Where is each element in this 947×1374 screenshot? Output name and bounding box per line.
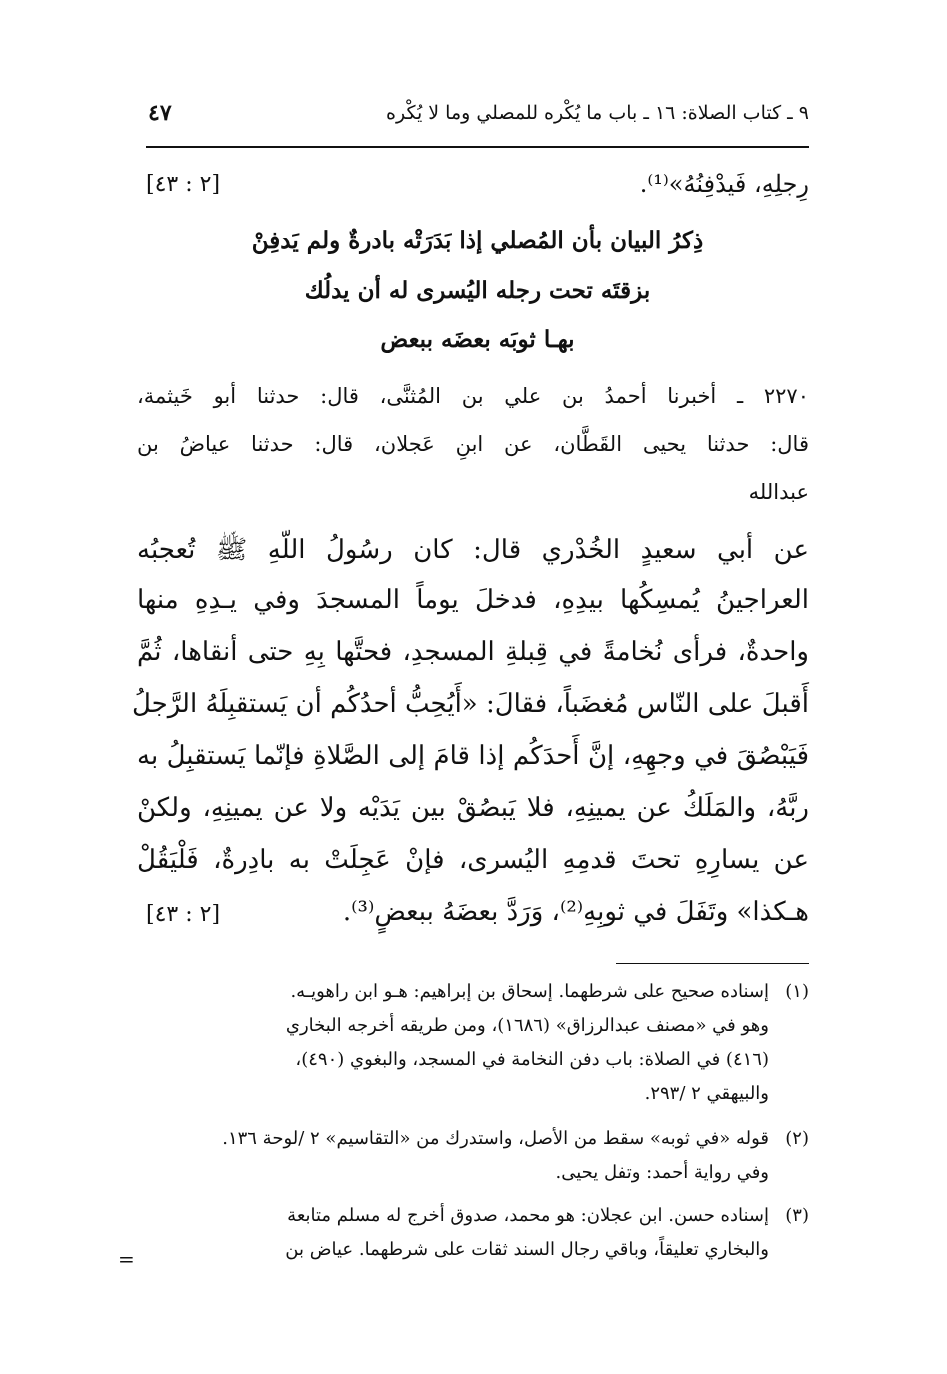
footnote-2-line-2: وفي رواية أحمد: وتفل يحيى. [555,1162,769,1183]
footnote-3-number: (٣) [785,1205,809,1226]
footnote-2-number: (٢) [785,1128,809,1149]
continuation-text: رِجلِهِ، فَيدْفِنُهُ»⁽¹⁾. [639,170,809,198]
page-number: ٤٧ [148,100,172,126]
isnad-line-3: عبدالله [748,480,809,504]
footnote-1-line-2: وهو في «مصنف عبدالرزاق» (١٦٨٦)، ومن طريقه أخرجه البخاري [285,1015,769,1036]
footnote-1-text-1: إسناده صحيح على شرطهما. إسحاق بن إبراهيم: هـو ابن راهويـه. [290,981,769,1002]
section-heading-line-1: ذِكرُ البيان بأن المُصلي إذا بَدَرَتْه بادرةٌ ولم يَدفِنْ [251,227,704,254]
matn-line-1: عن أبي سعيدٍ الخُدْري قال: كان رسُولُ اللّهِ ﷺ تُعجبُه [137,535,809,565]
footnote-1-line-1 [137,981,809,1002]
footnote-3-line-1 [137,1205,809,1226]
matn-line-8: هـكذا» وتَفَلَ في ثوبِهِ⁽²⁾، وَرَدَّ بعضَهُ ببعضٍ⁽³⁾. [342,897,809,927]
footnote-3-text-1: إسناده حسن. ابن عجلان: هو محمد، صدوق أخرج له مسلم متابعة [287,1205,769,1226]
isnad-line-1: ٢٢٧٠ ـ أخبرنا أحمدُ بن علي بن المُثنَّى، قال: حدثنا أبو خَيثمة، [137,384,809,408]
footnote-2-text-1: قوله «في ثوبه» سقط من الأصل، واستدرك من «التقاسيم» ٢ /لوحة ١٣٦. [222,1128,769,1149]
footnote-1-line-3: (٤١٦) في الصلاة: باب دفن النخامة في المسجد، والبغوي (٤٩٠)، [295,1049,769,1070]
running-header: ٩ ـ كتاب الصلاة: ١٦ ـ باب ما يُكْره للمصلي وما لا يُكْره [386,102,809,124]
header-rule [146,146,809,148]
matn-line-5: فَيَبْصُقَ في وجهِهِ، إنَّ أَحدَكُم إذا قامَ إلى الصَّلاةِ فإنّما يَستقبِلُ به [137,741,809,771]
footnote-rule [616,963,809,964]
matn-line-6: ربَّهُ، والمَلَكُ عن يمينِهِ، فلا يَبصُقْ بين يَدَيْه ولا عن يمينِهِ، ولكنْ [137,793,809,823]
matn-line-4: أَقبلَ على النّاس مُغضَباً، فقالَ: «أَيُحِبُّ أحدُكُم أن يَستقبِلَهُ الرَّجلُ [131,689,809,719]
reference-bottom: [٢ : ٤٣] [146,902,221,927]
footnote-3-line-2: والبخاري تعليقاً، وباقي رجال السند ثقات على شرطهما. عياض بن [285,1239,769,1260]
reference-top: [٢ : ٤٣] [146,172,221,197]
section-heading-line-3: بهـا ثوبَه بعضَه ببعض [380,326,575,353]
footnote-1-line-4: والبيهقي ٢ /٢٩٣. [644,1083,769,1104]
section-heading-line-2: بزقتَه تحت رجله اليُسرى له أن يدلُك [304,277,651,304]
continuation-mark: = [118,1247,135,1271]
footnote-2-line-1 [137,1128,809,1149]
isnad-line-2: قال: حدثنا يحيى القَطَّان، عن ابنِ عَجلان، قال: حدثنا عياضُ بن [137,432,809,456]
matn-line-3: واحدةٌ، فرأى نُخامةً في قِبلةِ المسجدِ، فحتَّها بِهِ حتى أنقاها، ثُمَّ [137,637,809,667]
matn-line-7: عن يسارِهِ تحتَ قدمِهِ اليُسرى، فإنْ عَجِلَتْ به بادِرةٌ، فَلْيَقُلْ [137,845,809,875]
matn-line-2: العراجينُ يُمسِكُها بيدِهِ، فدخلَ يوماً المسجدَ وفي يـدِهِ منها [137,585,809,615]
footnote-1-number: (١) [785,981,809,1002]
